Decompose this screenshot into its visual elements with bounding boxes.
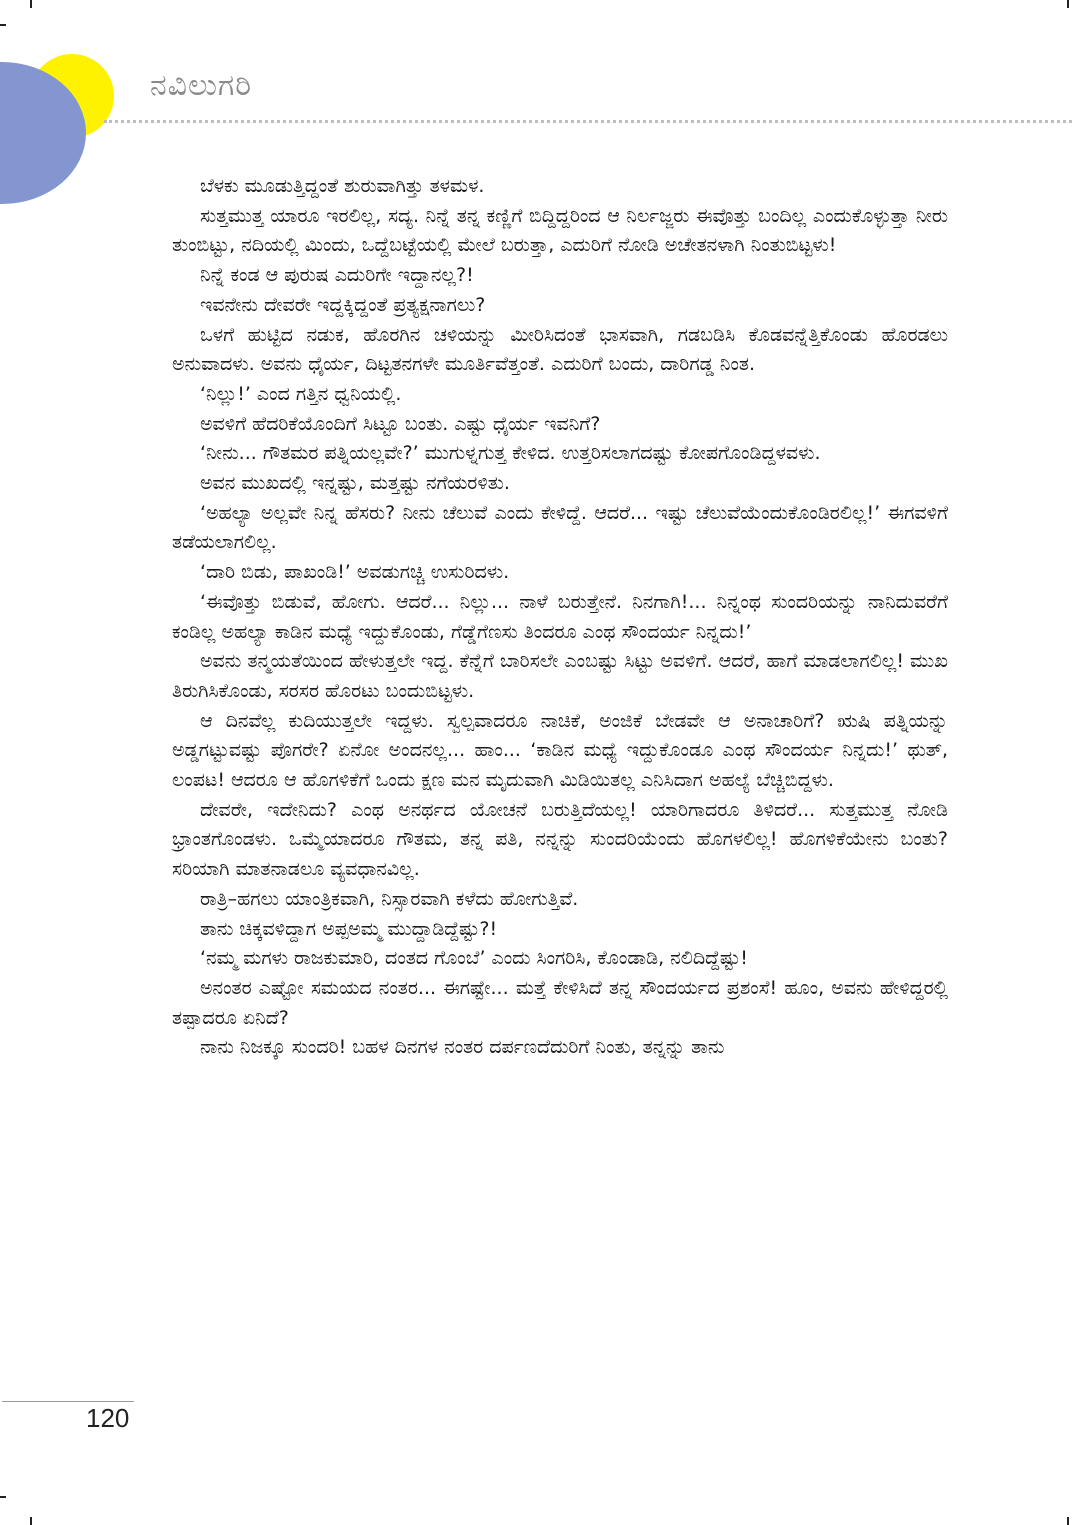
paragraph: ಅವಳಿಗೆ ಹೆದರಿಕೆಯೊಂದಿಗೆ ಸಿಟ್ಟೂ ಬಂತು. ಎಷ್ಟು ಧೈರ್ಯ ಇವನಿಗೆ? [200, 412, 601, 435]
running-header-title: ನವಿಲುಗರಿ [150, 68, 253, 103]
paragraph: ಬೆಳಕು ಮೂಡುತ್ತಿದ್ದಂತೆ ಶುರುವಾಗಿತ್ತು ತಳಮಳ. [200, 175, 485, 197]
crop-mark [0, 1496, 6, 1498]
paragraph: ಆ ದಿನವೆಲ್ಲ ಕುದಿಯುತ್ತಲೇ ಇದ್ದಳು. ಸ್ವಲ್ಪವಾದರೂ ನಾಚಿಕೆ, ಅಂಜಿಕೆ ಬೇಡವೇ ಆ ಅನಾಚಾರಿಗೆ? ಋಷಿ ಪತ್ನಿಯನ್ನು ಅಡ್ಡಗಟ್ಟುವಷ್ಟು ಪೊಗರೇ? ಏನೋ ಅಂದನಲ್ಲ... ಹಾಂ... ‘ಕಾಡಿನ ಮಧ್ಯೆ ಇದ್ದುಕೊಂಡೂ ಎಂಥ ಸೌಂದರ್ಯ ನಿನ್ನದು!’ ಥುತ್, ಲಂಪಟ! ಆದರೂ ಆ ಹೊಗಳಿಕೆಗೆ ಒಂದು ಕ್ಷಣ ಮನ ಮೃದುವಾಗಿ ಮಿಡಿಯಿತಲ್ಲ ಎನಿಸಿದಾಗ ಅಹಲ್ಯೆ ಬೆಚ್ಚಿಬಿದ್ದಳು. [172, 709, 948, 792]
paragraph: ‘ನಮ್ಮ ಮಗಳು ರಾಜಕುಮಾರಿ, ದಂತದ ಗೊಂಬೆ’ ಎಂದು ಸಿಂಗರಿಸಿ, ಕೊಂಡಾಡಿ, ನಲಿದಿದ್ದೆಷ್ಟು! [200, 947, 748, 970]
paragraph: ಸುತ್ತಮುತ್ತ ಯಾರೂ ಇರಲಿಲ್ಲ, ಸದ್ಯ. ನಿನ್ನೆ ತನ್ನ ಕಣ್ಣಿಗೆ ಬಿದ್ದಿದ್ದರಿಂದ ಆ ನಿರ್ಲಜ್ಜರು ಈವೊತ್ತು ಬಂದಿಲ್ಲ ಎಂದುಕೊಳ್ಳುತ್ತಾ ನೀರು ತುಂಬಿಟ್ಟು, ನದಿಯಲ್ಲಿ ಮಿಂದು, ಒದ್ದೆಬಟ್ಟೆಯಲ್ಲಿ ಮೇಲೆ ಬರುತ್ತಾ, ಎದುರಿಗೆ ನೋಡಿ ಅಚೇತನಳಾಗಿ ನಿಂತುಬಿಟ್ಟಳು! [172, 204, 948, 257]
header-dotted-rule [104, 120, 1072, 123]
crop-mark [1067, 0, 1069, 8]
crop-mark [30, 0, 32, 8]
paragraph: ‘ಈವೊತ್ತು ಬಿಡುವೆ, ಹೋಗು. ಆದರೆ... ನಿಲ್ಲು... ನಾಳೆ ಬರುತ್ತೇನೆ. ನಿನಗಾಗಿ!... ನಿನ್ನಂಥ ಸುಂದರಿಯನ್ನು ನಾನಿದುವರೆಗೆ ಕಂಡಿಲ್ಲ ಅಹಲ್ಯಾ ಕಾಡಿನ ಮಧ್ಯೆ ಇದ್ದುಕೊಂಡು, ಗೆಡ್ಡೆಗೆಣಸು ತಿಂದರೂ ಎಂಥ ಸೌಂದರ್ಯ ನಿನ್ನದು!’ [172, 590, 948, 643]
crop-mark [30, 1517, 32, 1525]
paragraph: ‘ದಾರಿ ಬಿಡು, ಪಾಖಂಡಿ!’ ಅವಡುಗಚ್ಚಿ ಉಸುರಿದಳು. [200, 561, 510, 584]
paragraph: ತಾನು ಚಿಕ್ಕವಳಿದ್ದಾಗ ಅಪ್ಪಅಮ್ಮ ಮುದ್ದಾಡಿದ್ದೆಷ್ಟು?! [200, 917, 498, 940]
paragraph: ‘ನೀನು... ಗೌತಮರ ಪತ್ನಿಯಲ್ಲವೇ?’ ಮುಗುಳ್ನಗುತ್ತ ಕೇಳಿದ. ಉತ್ತರಿಸಲಾಗದಷ್ಟು ಕೋಪಗೊಂಡಿದ್ದಳವಳು. [200, 442, 821, 465]
paragraph: ‘ಅಹಲ್ಯಾ ಅಲ್ಲವೇ ನಿನ್ನ ಹೆಸರು? ನೀನು ಚೆಲುವೆ ಎಂದು ಕೇಳಿದ್ದೆ. ಆದರೆ... ಇಷ್ಟು ಚೆಲುವೆಯೆಂದುಕೊಂಡಿರಲಿಲ್ಲ!’ ಈಗವಳಿಗೆ ತಡೆಯಲಾಗಲಿಲ್ಲ. [172, 501, 948, 554]
paragraph: ಇವನೇನು ದೇವರೇ ಇದ್ದಕ್ಕಿದ್ದಂತೆ ಪ್ರತ್ಯಕ್ಷನಾಗಲು? [200, 293, 486, 316]
paragraph: ‘ನಿಲ್ಲು!’ ಎಂದ ಗತ್ತಿನ ಧ್ವನಿಯಲ್ಲಿ. [200, 382, 402, 405]
paragraph: ಅವನ ಮುಖದಲ್ಲಿ ಇನ್ನಷ್ಟು, ಮತ್ತಷ್ಟು ನಗೆಯರಳಿತು. [200, 472, 510, 495]
paragraph: ರಾತ್ರಿ–ಹಗಲು ಯಾಂತ್ರಿಕವಾಗಿ, ನಿಸ್ಸಾರವಾಗಿ ಕಳೆದು ಹೋಗುತ್ತಿವೆ. [200, 887, 579, 910]
page-number: 120 [86, 1403, 130, 1433]
story-body [172, 172, 948, 1063]
crop-mark [0, 24, 6, 26]
crop-mark [1067, 1517, 1069, 1525]
paragraph: ನಾನು ನಿಜಕ್ಕೂ ಸುಂದರಿ! ಬಹಳ ದಿನಗಳ ನಂತರ ದರ್ಪಣದೆದುರಿಗೆ ನಿಂತು, ತನ್ನನ್ನು ತಾನು [200, 1036, 725, 1059]
paragraph: ಅನಂತರ ಎಷ್ಟೋ ಸಮಯದ ನಂತರ... ಈಗಷ್ಟೇ... ಮತ್ತೆ ಕೇಳಿಸಿದೆ ತನ್ನ ಸೌಂದರ್ಯದ ಪ್ರಶಂಸೆ! ಹೂಂ, ಅವನು ಹೇಳಿದ್ದರಲ್ಲಿ ತಪ್ಪಾದರೂ ಏನಿದೆ? [172, 976, 948, 1029]
paragraph: ಒಳಗೆ ಹುಟ್ಟಿದ ನಡುಕ, ಹೊರಗಿನ ಚಳಿಯನ್ನು ಮೀರಿಸಿದಂತೆ ಭಾಸವಾಗಿ, ಗಡಬಡಿಸಿ ಕೊಡವನ್ನೆತ್ತಿಕೊಂಡು ಹೊರಡಲು ಅನುವಾದಳು. ಅವನು ಧೈರ್ಯ, ದಿಟ್ಟತನಗಳೇ ಮೂರ್ತಿವೆತ್ತಂತೆ. ಎದುರಿಗೆ ಬಂದು, ದಾರಿಗಡ್ಡ ನಿಂತ. [172, 323, 948, 376]
paragraph: ನಿನ್ನೆ ಕಂಡ ಆ ಪುರುಷ ಎದುರಿಗೇ ಇದ್ದಾನಲ್ಲ?! [200, 264, 474, 287]
paragraph: ದೇವರೇ, ಇದೇನಿದು? ಎಂಥ ಅನರ್ಥದ ಯೋಚನೆ ಬರುತ್ತಿದೆಯಲ್ಲ! ಯಾರಿಗಾದರೂ ತಿಳಿದರೆ... ಸುತ್ತಮುತ್ತ ನೋಡಿ ಭ್ರಾಂತಗೊಂಡಳು. ಒಮ್ಮೆಯಾದರೂ ಗೌತಮ, ತನ್ನ ಪತಿ, ನನ್ನನ್ನು ಸುಂದರಿಯೆಂದು ಹೊಗಳಲಿಲ್ಲ! ಹೊಗಳಿಕೆಯೇನು ಬಂತು? ಸರಿಯಾಗಿ ಮಾತನಾಡಲೂ ವ್ಯವಧಾನವಿಲ್ಲ. [172, 798, 948, 881]
paragraph: ಅವನು ತನ್ಮಯತೆಯಿಂದ ಹೇಳುತ್ತಲೇ ಇದ್ದ. ಕೆನ್ನೆಗೆ ಬಾರಿಸಲೇ ಎಂಬಷ್ಟು ಸಿಟ್ಟು ಅವಳಿಗೆ. ಆದರೆ, ಹಾಗೆ ಮಾಡಲಾಗಲಿಲ್ಲ! ಮುಖ ತಿರುಗಿಸಿಕೊಂಡು, ಸರಸರ ಹೊರಟು ಬಂದುಬಿಟ್ಟಳು. [172, 650, 948, 702]
